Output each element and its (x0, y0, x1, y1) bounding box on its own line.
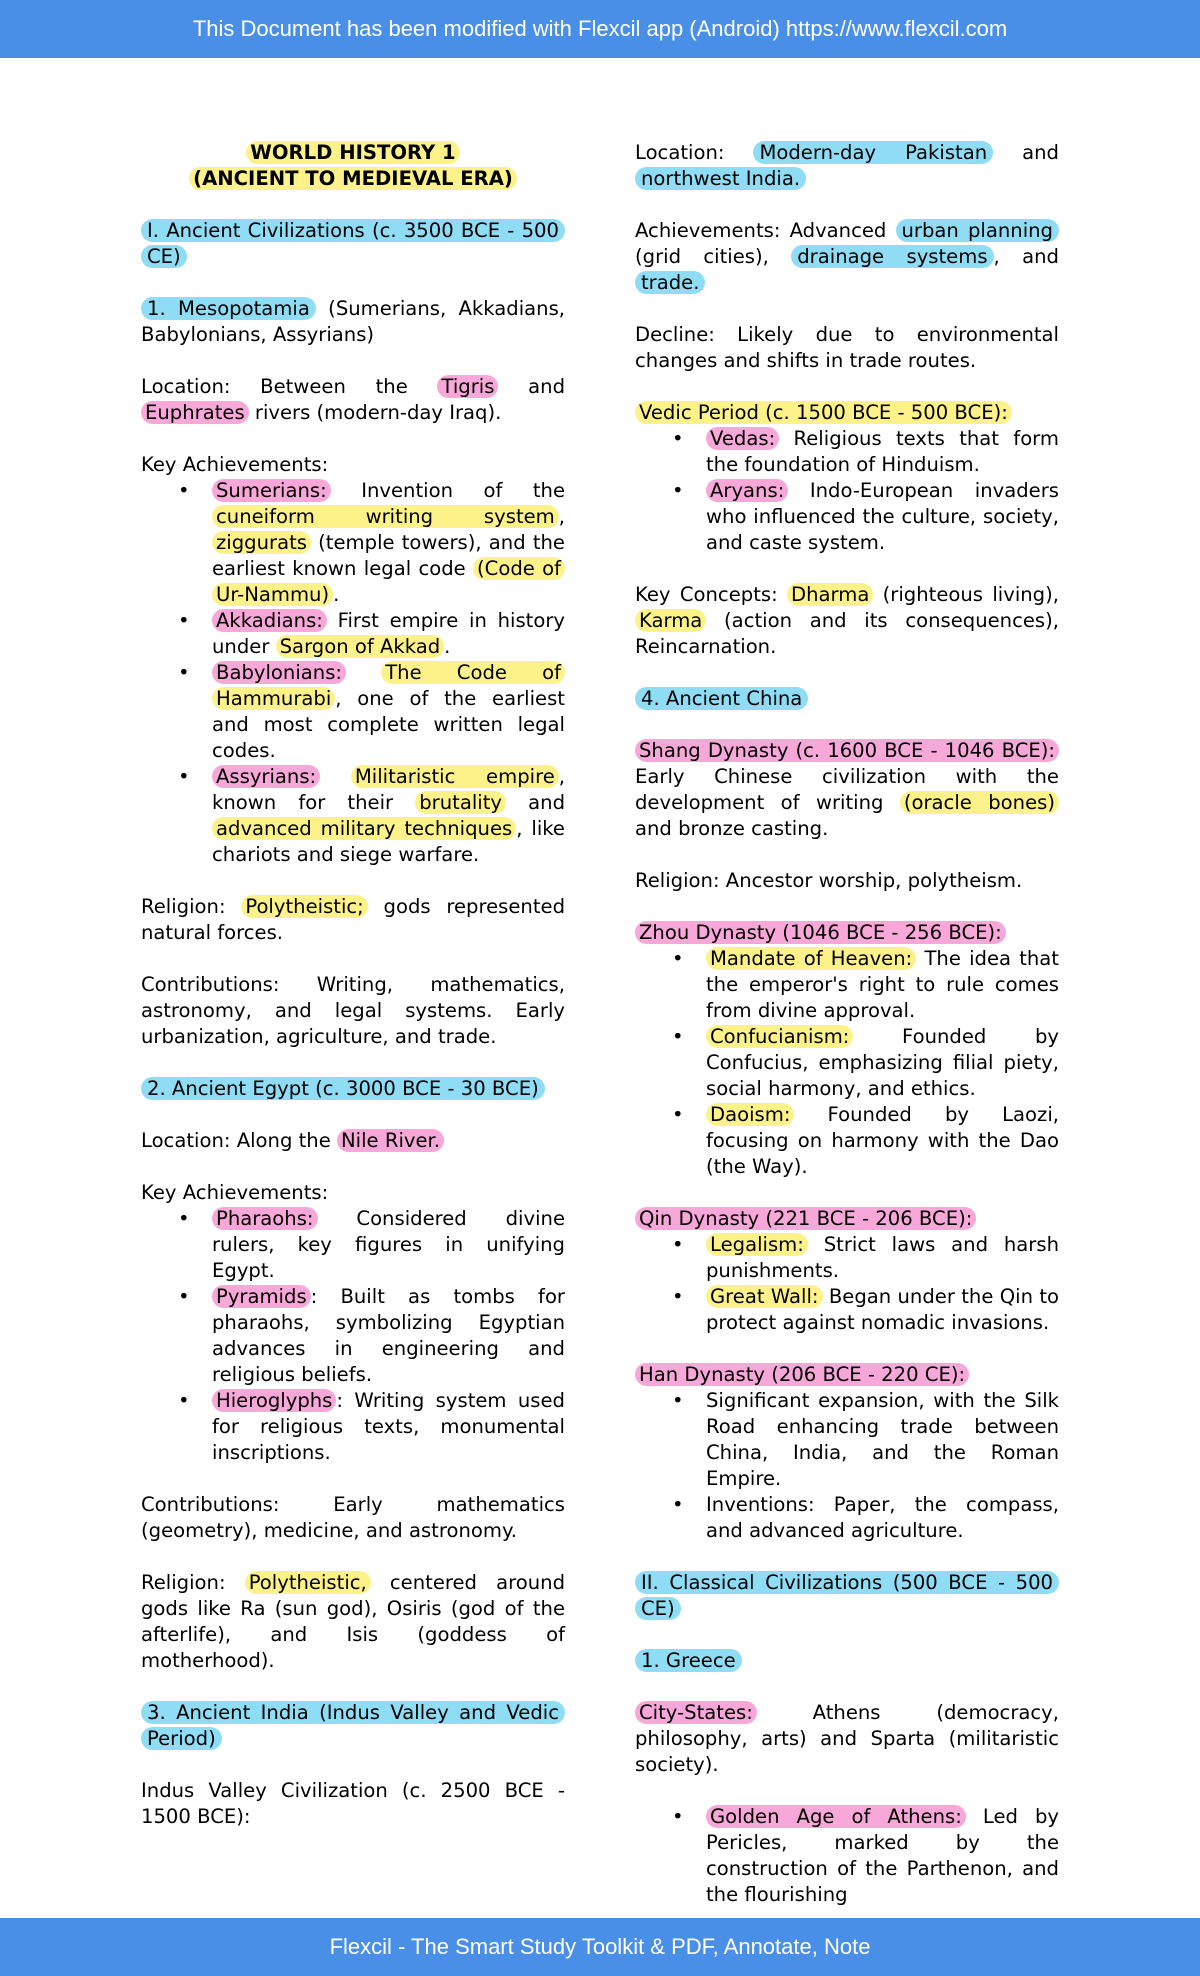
term-highlight: Confucianism: (706, 1025, 853, 1048)
list-item (212, 1284, 565, 1388)
china-religion: Religion: Ancestor worship, polytheism. (635, 869, 1023, 892)
list-item (212, 1388, 565, 1466)
euphrates-highlight: Euphrates (141, 401, 249, 424)
list-item: • Inventions: Paper, the compass, and advanced agriculture. (706, 1492, 1059, 1544)
list-item (706, 478, 1059, 556)
text: (action and its consequences), Reincarnation. (635, 609, 1059, 658)
highlight: cuneiform writing system (212, 505, 559, 528)
qin-heading (635, 1206, 1059, 1232)
term-highlight: Vedas: (706, 427, 779, 450)
text: . (444, 635, 451, 658)
text: Achievements: Advanced (635, 219, 896, 242)
text: Religious texts that form the foundation of Hinduism. (706, 427, 1059, 476)
egypt-achievements-list (141, 1206, 565, 1466)
text: (righteous living), (873, 583, 1059, 606)
zhou-heading-text: Zhou Dynasty (1046 BCE - 256 BCE): (635, 921, 1006, 944)
egypt-heading-text: 2. Ancient Egypt (c. 3000 BCE - 30 BCE) (141, 1077, 545, 1100)
term-highlight: Great Wall: (706, 1285, 823, 1308)
term-highlight: Pyramids (212, 1285, 311, 1308)
egypt-contributions: Contributions: Early mathematics (geometry), medicine, and astronomy. (141, 1493, 565, 1542)
classical-heading-text: II. Classical Civilizations (500 BCE - 500 CE) (635, 1571, 1059, 1620)
term-highlight: Golden Age of Athens: (706, 1805, 966, 1828)
city-states (635, 1700, 1059, 1778)
text: Began under the Qin to protect against nomadic invasions. (706, 1285, 1059, 1334)
text: (temple towers), and the earliest known legal code (212, 531, 565, 580)
term-highlight: Babylonians: (212, 661, 346, 684)
highlight: drainage systems (791, 245, 993, 268)
flexcil-bottom-banner: Flexcil - The Smart Study Toolkit & PDF, Annotate, Note (0, 1918, 1200, 1976)
list-item (706, 1102, 1059, 1180)
nile-highlight: Nile River. (337, 1129, 444, 1152)
highlight: Militaristic empire (351, 765, 559, 788)
text: , known for their (212, 765, 565, 814)
list-item (706, 426, 1059, 478)
list-item (706, 1804, 1059, 1908)
china-heading (635, 686, 1059, 712)
list-item (706, 1284, 1059, 1336)
qin-heading-text: Qin Dynasty (221 BCE - 206 BCE): (635, 1207, 976, 1230)
text: Athens (democracy, philosophy, arts) and Sparta (militaristic society). (635, 1701, 1059, 1776)
list-item (212, 478, 565, 608)
flexcil-top-banner: This Document has been modified with Flexcil app (Android) https://www.flexcil.com (0, 0, 1200, 58)
document-title (141, 140, 565, 192)
text: Founded by Confucius, emphasizing filial piety, social harmony, and ethics. (706, 1025, 1059, 1100)
text: Considered divine rulers, key figures in unifying Egypt. (212, 1207, 565, 1282)
highlight: ziggurats (212, 531, 311, 554)
section-1-heading (141, 218, 565, 270)
greece-heading (635, 1648, 1059, 1674)
mesopotamia-key-achievements-label: Key Achievements: (141, 453, 329, 476)
text (320, 765, 351, 788)
highlight: The Code of Hammurabi (212, 661, 565, 710)
text: : Built as tombs for pharaohs, symbolizing Egyptian advances in engineering and religious beliefs. (212, 1285, 565, 1386)
vedic-list (635, 426, 1059, 556)
egypt-religion (141, 1570, 565, 1674)
text: Location: (635, 141, 754, 164)
title-line-2: (ANCIENT TO MEDIEVAL ERA) (189, 167, 517, 190)
mesopotamia-heading-rest: (Sumerians, Akkadians, Babylonians, Assyrians) (141, 297, 566, 346)
text: Strict laws and harsh punishments. (706, 1233, 1059, 1282)
text: Location: Between the (141, 375, 438, 398)
mesopotamia-heading-highlight: 1. Mesopotamia (141, 297, 316, 320)
india-location (635, 140, 1059, 192)
highlight: Sargon of Akkad (276, 635, 445, 658)
text: centered around gods like Ra (sun god), Osiris (god of the afterlife), and Isis (goddess of motherhood). (141, 1571, 566, 1672)
term-highlight: Legalism: (706, 1233, 808, 1256)
list-item (706, 1232, 1059, 1284)
list-item (212, 608, 565, 660)
indus-valley-heading: Indus Valley Civilization (c. 2500 BCE - 1500 BCE): (141, 1779, 565, 1828)
highlight: urban planning (896, 219, 1060, 242)
mesopotamia-achievements-list (141, 478, 565, 868)
term-highlight: Pharaohs: (212, 1207, 318, 1230)
right-column (635, 140, 1059, 1934)
text: First empire in history under (212, 609, 565, 658)
term-highlight: Sumerians: (212, 479, 331, 502)
text: Indo-European invaders who influenced the culture, society, and caste system. (706, 479, 1059, 554)
text: Religion: (141, 1571, 245, 1594)
term-highlight: Daoism: (706, 1103, 794, 1126)
text: Founded by Laozi, focusing on harmony with the Dao (the Way). (706, 1103, 1059, 1178)
text: and (993, 141, 1059, 164)
greece-list (635, 1804, 1059, 1908)
key-concepts (635, 582, 1059, 660)
term-highlight: Mandate of Heaven: (706, 947, 916, 970)
india-achievements (635, 218, 1059, 296)
shang-heading: Shang Dynasty (c. 1600 BCE - 1046 BCE): (635, 739, 1059, 762)
vedic-heading (635, 400, 1059, 426)
text: Religion: (141, 895, 242, 918)
text: rivers (modern-day Iraq). (248, 401, 502, 424)
text: Led by Pericles, marked by the construction of the Parthenon, and the flourishing (706, 1805, 1059, 1906)
highlight: Dharma (787, 583, 873, 606)
text (346, 661, 381, 684)
list-item (212, 1206, 565, 1284)
india-heading-text: 3. Ancient India (Indus Valley and Vedic Period) (141, 1701, 565, 1750)
text: Key Concepts: (635, 583, 788, 606)
list-item (706, 1024, 1059, 1102)
egypt-location (141, 1128, 565, 1154)
text: and bronze casting. (635, 817, 829, 840)
text: Location: Along the (141, 1129, 338, 1152)
text: (grid cities), (635, 245, 792, 268)
term-highlight: City-States: (635, 1701, 757, 1724)
shang-paragraph (635, 738, 1059, 842)
mesopotamia-heading (141, 296, 565, 348)
term-highlight: Aryans: (706, 479, 788, 502)
greece-heading-text: 1. Greece (635, 1649, 742, 1672)
highlight: northwest India. (635, 167, 806, 190)
highlight: Polytheistic; (241, 895, 367, 918)
text: Invention of the (330, 479, 565, 502)
tigris-highlight: Tigris (437, 375, 498, 398)
text: and (506, 791, 566, 814)
term-highlight: Hieroglyphs (212, 1389, 336, 1412)
list-item (706, 946, 1059, 1024)
left-column (141, 140, 565, 1856)
text: , like chariots and siege warfare. (212, 817, 565, 866)
highlight: Modern-day Pakistan (753, 141, 993, 164)
highlight: advanced military techniques (212, 817, 516, 840)
text: , and (993, 245, 1059, 268)
india-decline: Decline: Likely due to environmental changes and shifts in trade routes. (635, 323, 1059, 372)
text: , (558, 505, 565, 528)
zhou-heading (635, 920, 1059, 946)
list-item (212, 660, 565, 764)
term-highlight: Akkadians: (212, 609, 327, 632)
text: The idea that the emperor's right to rule comes from divine approval. (706, 947, 1059, 1022)
highlight: brutality (415, 791, 506, 814)
highlight: Polytheistic, (245, 1571, 371, 1594)
title-line-1: WORLD HISTORY 1 (246, 141, 459, 164)
list-item (212, 764, 565, 868)
text: : Writing system used for religious texts, monumental inscriptions. (212, 1389, 565, 1464)
highlight: Karma (635, 609, 706, 632)
han-heading-text: Han Dynasty (206 BCE - 220 CE): (635, 1363, 969, 1386)
highlight: (oracle bones) (900, 791, 1059, 814)
qin-list (635, 1232, 1059, 1336)
list-item: • Significant expansion, with the Silk Road enhancing trade between China, India, and the Roman Empire. (706, 1388, 1059, 1492)
classical-heading (635, 1570, 1059, 1622)
highlight: (Code of Ur-Nammu) (212, 557, 565, 606)
han-list (635, 1388, 1059, 1544)
highlight: trade. (635, 271, 705, 294)
mesopotamia-religion (141, 894, 565, 946)
text: gods represented natural forces. (141, 895, 566, 944)
han-heading (635, 1362, 1059, 1388)
egypt-key-achievements-label: Key Achievements: (141, 1181, 329, 1204)
india-heading (141, 1700, 565, 1752)
section-1-heading-text: I. Ancient Civilizations (c. 3500 BCE - 500 CE) (141, 219, 565, 268)
zhou-list (635, 946, 1059, 1180)
text: . (333, 583, 340, 606)
egypt-heading (141, 1076, 565, 1102)
text: Early Chinese civilization with the development of writing (635, 765, 1059, 814)
mesopotamia-contributions: Contributions: Writing, mathematics, astronomy, and legal systems. Early urbanization, agriculture, and trade. (141, 973, 565, 1048)
china-heading-text: 4. Ancient China (635, 687, 808, 710)
mesopotamia-location (141, 374, 565, 426)
vedic-heading-text: Vedic Period (c. 1500 BCE - 500 BCE): (635, 401, 1012, 424)
term-highlight: Assyrians: (212, 765, 320, 788)
text: and (498, 375, 566, 398)
text: , one of the earliest and most complete written legal codes. (212, 687, 565, 762)
